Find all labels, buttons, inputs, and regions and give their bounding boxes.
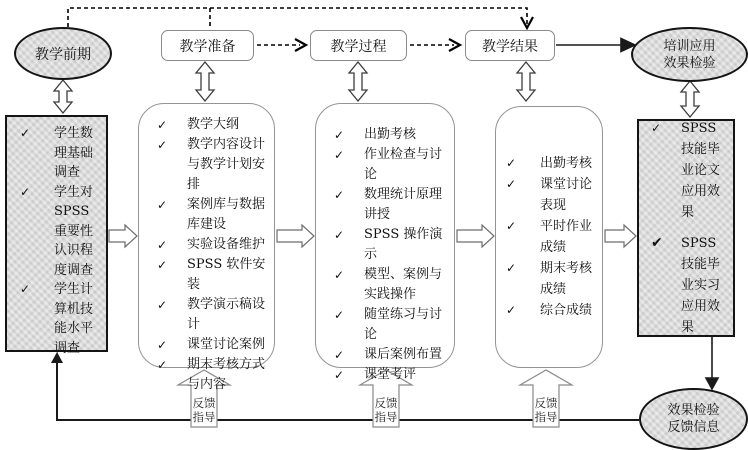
node-training-effect-line2: 效果检验 (663, 55, 716, 71)
list-item-text: 学生对 SPSS 重要性认识程度调查 (54, 184, 94, 278)
check-icon: ✓ (157, 138, 168, 152)
list-item (334, 225, 454, 265)
node-teaching-result (465, 30, 555, 61)
check-icon: ✓ (506, 303, 517, 317)
list-item (506, 258, 602, 300)
node-pre-phase (14, 27, 112, 80)
check-icon: ✓ (506, 177, 517, 191)
list-item (651, 233, 733, 338)
check-icon: ✓ (334, 148, 345, 162)
node-pre-phase-label: 教学前期 (35, 46, 91, 63)
list-item (506, 300, 602, 321)
check-icon: ✓ (334, 308, 345, 322)
list-item (334, 145, 454, 185)
list-item-text: 学生数理基础调查 (54, 126, 94, 180)
feedback-guide-label (372, 396, 400, 424)
list-item (157, 255, 274, 295)
check-icon: ✓ (20, 126, 31, 140)
list-item (157, 335, 274, 355)
list-item-text: 期末考核方式与内容 (187, 357, 266, 392)
check-icon: ✓ (334, 188, 345, 202)
list-item-text: 模型、案例与实践操作 (364, 267, 443, 302)
node-feedback-info (639, 388, 748, 450)
node-training-effect-check (631, 27, 748, 82)
feedback-guide-label (190, 396, 218, 424)
list-item-text: 期末考核成绩 (540, 261, 593, 297)
list-item (157, 115, 274, 135)
list-item (20, 280, 106, 358)
list-item-text: SPSS 技能毕业论文应用效果 (681, 121, 721, 220)
list-item (334, 185, 454, 225)
list-item-text: SPSS 软件安装 (187, 257, 266, 292)
check-icon: ✓ (157, 198, 168, 212)
list-item-text: 课堂考评 (364, 367, 417, 382)
node-feedback-info-line1: 效果检验 (667, 403, 720, 418)
list-item-text: 数理统计原理讲授 (364, 187, 443, 222)
check-icon: ✓ (157, 258, 168, 272)
list-item-text: 课后案例布置 (364, 347, 443, 362)
check-icon: ✓ (334, 268, 345, 282)
list-item (334, 345, 454, 365)
check-icon: ✓ (651, 121, 662, 135)
list-item (20, 124, 106, 183)
panel-student-survey (5, 115, 108, 356)
check-icon: ✓ (334, 368, 345, 382)
list-item (651, 118, 733, 223)
check-icon: ✓ (334, 348, 345, 362)
list-item (157, 295, 274, 335)
list-item-text: SPSS 操作演示 (364, 227, 443, 262)
list-item (157, 195, 274, 235)
list-item-text: 作业检查与讨论 (364, 147, 443, 182)
list-item (334, 365, 454, 385)
node-training-effect-line1: 培训应用 (663, 38, 716, 54)
feedback-guide-line2: 指导 (534, 410, 558, 424)
feedback-guide-line2: 指导 (192, 410, 216, 424)
list-item-text: 随堂练习与讨论 (364, 307, 443, 342)
check-icon: ✔ (651, 235, 663, 251)
node-teaching-prepare (161, 30, 254, 61)
list-item (334, 305, 454, 345)
list-item-text: 平时作业成绩 (540, 219, 593, 255)
list-item (157, 235, 274, 255)
list-item-text: 实验设备维护 (187, 237, 266, 252)
list-item (334, 125, 454, 145)
list-item-text: 综合成绩 (540, 303, 593, 318)
check-icon: ✓ (20, 282, 31, 296)
list-item-text: 课堂讨论案例 (187, 337, 266, 352)
panel-spss-application (637, 119, 735, 337)
check-icon: ✓ (157, 118, 168, 132)
panel-teaching-process (315, 103, 455, 382)
list-item-text: 课堂讨论表现 (540, 177, 593, 213)
check-icon: ✓ (157, 298, 168, 312)
list-item (157, 355, 274, 395)
list-item (157, 135, 274, 195)
panel-teaching-preparation (138, 103, 275, 392)
check-icon: ✓ (506, 219, 517, 233)
list-item-text: 案例库与数据库建设 (187, 197, 266, 232)
list-item-text: 教学内容设计与教学计划安排 (187, 137, 266, 192)
feedback-guide-line1: 反馈 (192, 396, 216, 410)
list-item-text: 教学演示稿设计 (187, 297, 266, 332)
panel-teaching-result (495, 106, 603, 368)
list-item (334, 265, 454, 305)
feedback-guide-line1: 反馈 (534, 396, 558, 410)
check-icon: ✓ (157, 338, 168, 352)
node-teaching-result-label: 教学结果 (482, 38, 538, 55)
node-feedback-info-line2: 反馈信息 (667, 420, 720, 435)
list-item-text: SPSS 技能毕业实习应用效果 (681, 236, 721, 335)
check-icon: ✓ (506, 261, 517, 275)
list-item (506, 174, 602, 216)
list-item-text: 学生计算机技能水平调查 (54, 282, 94, 356)
list-item-text: 出勤考核 (540, 156, 593, 171)
check-icon: ✓ (506, 156, 517, 170)
list-item-text: 教学大纲 (187, 117, 240, 132)
check-icon: ✓ (334, 228, 345, 242)
check-icon: ✓ (157, 238, 168, 252)
list-item (20, 183, 106, 281)
feedback-guide-line1: 反馈 (374, 396, 398, 410)
node-teaching-process (310, 30, 407, 61)
node-teaching-process-label: 教学过程 (330, 38, 387, 55)
check-icon: ✓ (157, 358, 168, 372)
check-icon: ✓ (20, 184, 31, 199)
feedback-guide-label (532, 396, 560, 424)
list-item (506, 216, 602, 258)
node-teaching-prepare-label: 教学准备 (179, 38, 236, 55)
check-icon: ✓ (334, 128, 345, 142)
feedback-guide-line2: 指导 (374, 410, 398, 424)
list-item (506, 153, 602, 174)
list-item-text: 出勤考核 (364, 127, 417, 142)
